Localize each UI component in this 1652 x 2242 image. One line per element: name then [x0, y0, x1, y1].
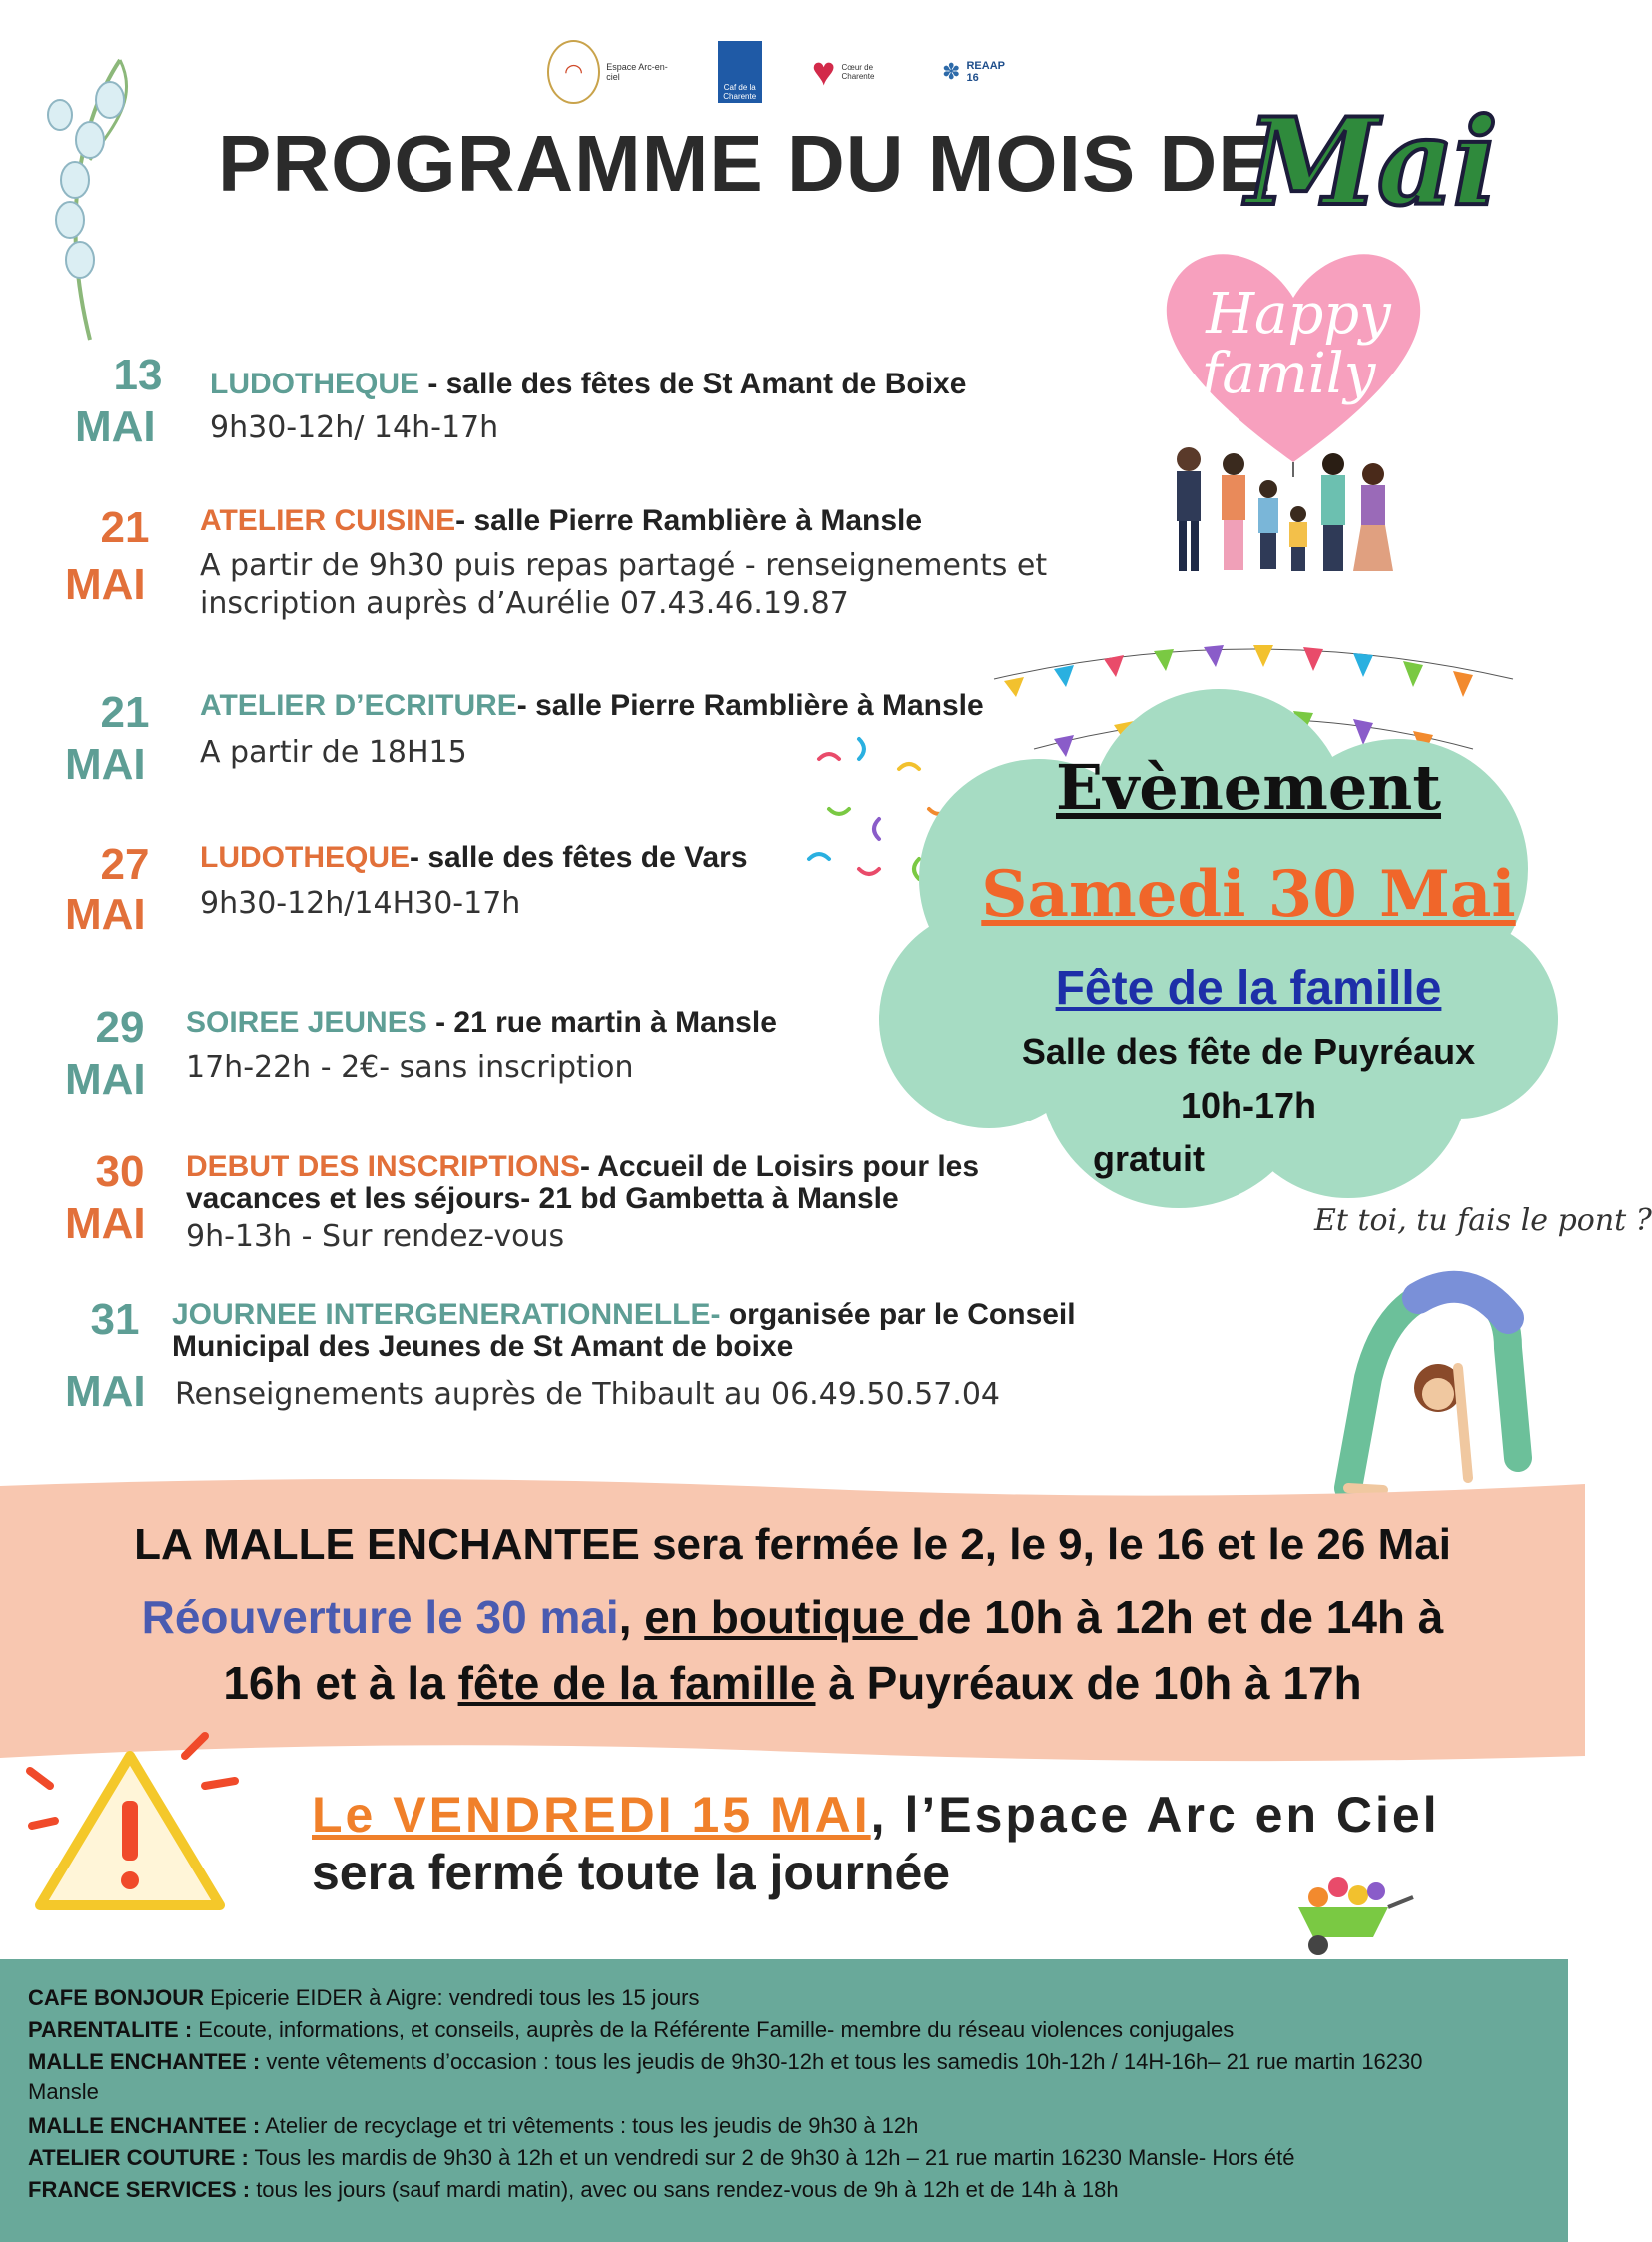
footer-line: MALLE ENCHANTEE : vente vêtements d’occasion : tous les jeudis de 9h30-12h et tous les samedis 10h-12h / 14H-16h– 21 rue martin 16230 — [28, 2049, 1423, 2074]
event-heading: LUDOTHEQUE - salle des fêtes de St Amant de Boixe — [210, 368, 967, 400]
family-illustration — [1159, 439, 1418, 579]
event-heading-continued: vacances et les séjours- 21 bd Gambetta à Mansle — [186, 1182, 899, 1215]
event-detail: 17h-22h - 2€- sans inscription — [186, 1050, 634, 1085]
footer-line: MALLE ENCHANTEE : Atelier de recyclage et tri vêtements : tous les jeudis de 9h30 à 12h — [28, 2113, 919, 2138]
event-heading: JOURNEE INTERGENERATIONNELLE- organisée par le Conseil — [172, 1298, 1076, 1331]
yoga-pose-illustration — [1308, 1258, 1538, 1498]
event-heading: SOIREE JEUNES - 21 rue martin à Mansle — [186, 1006, 777, 1039]
event-month: MAI — [65, 740, 146, 789]
page-title: PROGRAMME DU MOIS DE — [218, 119, 1272, 208]
event-detail: Renseignements auprès de Thibault au 06.49.50.57.04 — [175, 1377, 1000, 1412]
malle-reopening-text: Réouverture le 30 mai, en boutique de 10h à 12h et de 14h à — [141, 1591, 1444, 1643]
coeur-de-charente-logo: ♥ Cœur de Charente — [811, 49, 875, 94]
closure-notice: Le VENDREDI 15 MAI, l’Espace Arc en Ciel — [312, 1787, 1440, 1843]
event-place: Salle des fête de Puyréaux — [1021, 1031, 1476, 1072]
event-month: MAI — [65, 1055, 146, 1104]
event-day: 29 — [95, 1003, 145, 1052]
event-month: MAI — [65, 1367, 146, 1416]
bridge-quote: Et toi, tu fais le pont ? — [1314, 1203, 1652, 1238]
rainbow-icon: ◠ — [564, 59, 584, 84]
event-month: MAI — [65, 560, 146, 609]
event-heading: ATELIER D’ECRITURE- salle Pierre Ramblière à Mansle — [200, 689, 984, 722]
footer-line: CAFE BONJOUR Epicerie EIDER à Aigre: vendredi tous les 15 jours — [28, 1985, 700, 2010]
event-detail: A partir de 9h30 puis repas partagé - renseignements et — [200, 548, 1048, 583]
closure-notice-continued: sera fermé toute la journée — [312, 1845, 951, 1900]
event-detail: 9h30-12h/14H30-17h — [200, 886, 521, 921]
event-title: Evènement — [1055, 751, 1442, 824]
event-heading-continued: Municipal des Jeunes de St Amant de boixe — [172, 1330, 794, 1363]
footer-line: FRANCE SERVICES : tous les jours (sauf mardi matin), avec ou sans rendez-vous de 9h à 12h et de 14h à 18h — [28, 2177, 1119, 2202]
event-heading: DEBUT DES INSCRIPTIONS- Accueil de Loisirs pour les — [186, 1150, 980, 1183]
event-date: Samedi 30 Mai — [981, 857, 1516, 932]
footer-line: PARENTALITE : Ecoute, informations, et conseils, auprès de la Référente Famille- membre du réseau violences conjugales — [28, 2017, 1235, 2042]
event-detail: 9h-13h - Sur rendez-vous — [186, 1219, 565, 1254]
warning-icon — [30, 1726, 240, 1925]
event-heading: LUDOTHEQUE- salle des fêtes de Vars — [200, 841, 748, 874]
title-mai-script: Mai — [1246, 92, 1497, 233]
footer-info-panel — [0, 1959, 1568, 2242]
flower-wheelbarrow-illustration — [1278, 1858, 1418, 1957]
heart-text-happy: Happy — [1206, 282, 1391, 347]
event-hours: 10h-17h — [1180, 1085, 1317, 1125]
event-heading: ATELIER CUISINE- salle Pierre Ramblière à Mansle — [200, 504, 923, 537]
malle-closure-text: LA MALLE ENCHANTEE sera fermée le 2, le 9, le 16 et le 26 Mai — [134, 1520, 1451, 1569]
event-day: 21 — [100, 503, 150, 552]
heart-text-family: family — [1201, 342, 1376, 406]
caf-badge-icon: Caf de la Charente — [718, 41, 762, 103]
event-day: 30 — [95, 1147, 145, 1196]
event-detail: A partir de 18H15 — [200, 735, 467, 770]
footer-line: ATELIER COUTURE : Tous les mardis de 9h30 à 12h et un vendredi sur 2 de 9h30 à 12h – 21 rue martin 16230 Mansle- Hors été — [28, 2145, 1295, 2170]
puzzle-icon: ✽ — [942, 59, 961, 84]
event-day: 31 — [90, 1295, 140, 1344]
malle-reopening-text-continued: 16h et à la fête de la famille à Puyréaux de 10h à 17h — [223, 1657, 1362, 1709]
espace-arc-en-ciel-logo: ◠ Espace Arc-en-ciel — [547, 42, 668, 102]
partner-logos — [547, 38, 1007, 106]
reaap-logo: ✽ REAAP 16 — [942, 59, 1005, 84]
event-price: gratuit — [1093, 1138, 1205, 1179]
footer-line: Mansle — [28, 2079, 99, 2104]
event-day: 13 — [113, 351, 163, 399]
event-month: MAI — [65, 890, 146, 939]
heart-logo-icon: ♥ — [811, 49, 836, 94]
event-month: MAI — [65, 1199, 146, 1248]
lily-of-the-valley-illustration — [20, 40, 160, 360]
caf-logo — [718, 42, 762, 102]
event-detail: 9h30-12h/ 14h-17h — [210, 410, 499, 445]
event-day: 27 — [100, 840, 150, 889]
event-detail: inscription auprès d’Aurélie 07.43.46.19.87 — [200, 586, 849, 621]
event-month: MAI — [75, 402, 156, 451]
event-day: 21 — [100, 688, 150, 737]
event-name: Fête de la famille — [1055, 962, 1442, 1015]
